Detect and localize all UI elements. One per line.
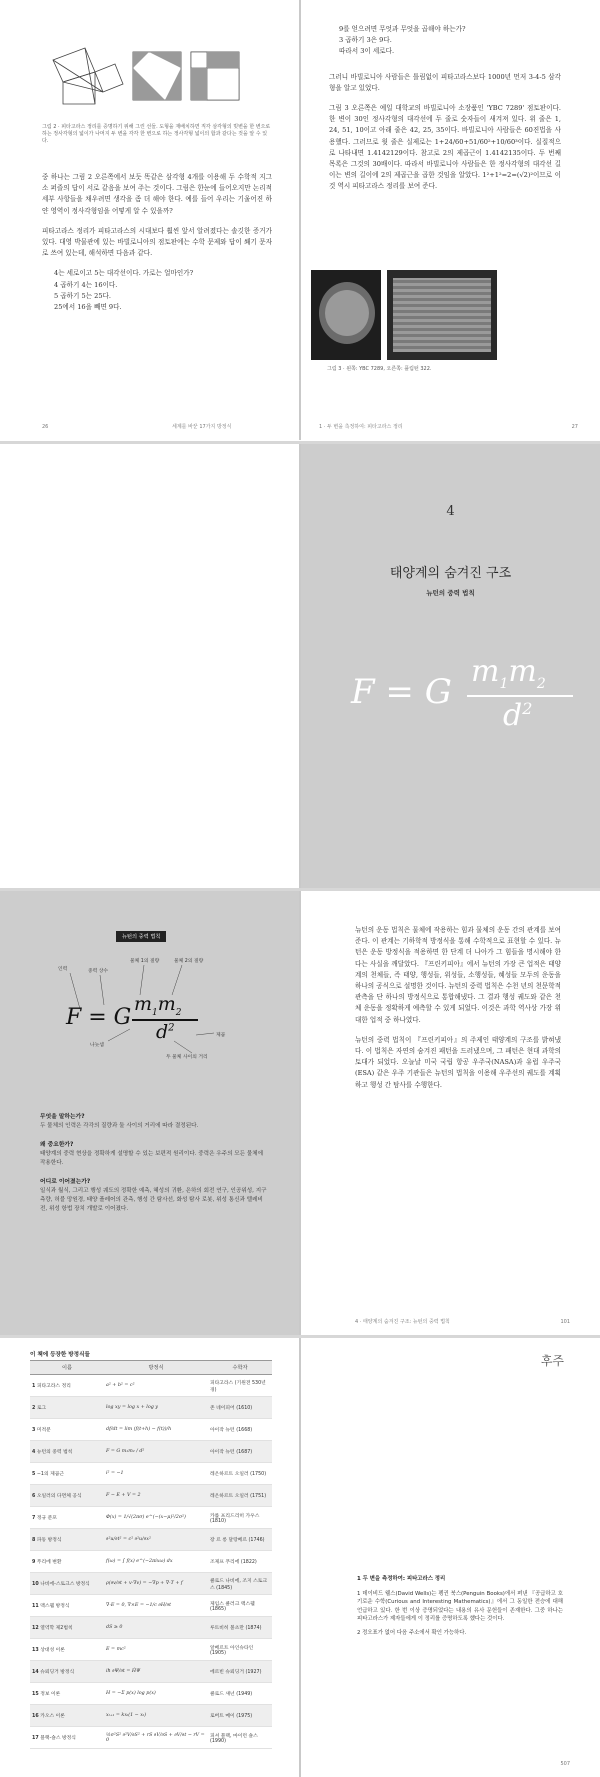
quote-line: 5 곱하기 5는 25다. [54, 291, 112, 300]
label-mass-2: 물체 2의 질량 [174, 959, 204, 964]
folio-number: 26 [42, 424, 49, 430]
endnotes-heading: 후주 [540, 1354, 564, 1368]
table-row [30, 1441, 272, 1463]
running-head: 1 · 두 변을 측정하여: 피타고라스 정리 [319, 424, 403, 430]
page-26-body [42, 172, 272, 313]
spread-1 [0, 0, 600, 440]
fraction-bar [467, 695, 573, 697]
chapter-number: 4 [446, 504, 455, 519]
table-row [30, 1661, 272, 1683]
equation-numerator [134, 993, 182, 1018]
question-what: 무엇을 말하는가? [40, 1114, 85, 1120]
distance-exponent: 2 [522, 699, 533, 718]
row-mathematician: 알베르트 아인슈타인 (1905) [208, 1639, 272, 1661]
row-equation: E = mc² [104, 1639, 208, 1661]
mass-2-subscript: 2 [175, 1007, 182, 1018]
mass-1-subscript: 1 [152, 1007, 158, 1018]
spread-3 [0, 891, 600, 1335]
label-square: 제곱 [216, 1033, 226, 1038]
equation-lhs: F = G [351, 672, 452, 712]
row-name: 14 슈뢰딩거 방정식 [30, 1661, 104, 1683]
endnote: 2 정오표가 없어 다음 주소에서 확인 가능하다. [357, 1629, 467, 1636]
row-name: 6 오일러의 다면체 공식 [30, 1485, 104, 1507]
paragraph: 뉴턴의 운동 법칙은 물체에 작용하는 힘과 물체의 운동 간의 관계를 보여 준다. 이 관계는 기하학적 방정식을 통해 수학적으로 표현할 수 있다. 뉴턴은 운동 방정식을 적용하면 한 단계 더 나아가 그 힘들을 명시해야 한다는 사실을 깨달았다. 『프린키피아』에서 뉴턴의 가장 큰 업적은 태양계의 천체들, 즉 태양, 행성들, 위성들, 소행성들, 혜성들 모두의 운동을 하나의 공식으로 설명한 것이다. 뉴턴의 중력 법칙은 수천 년의 천문학적 관측을 단 하나의 방정식으로 통합해냈다. 그 결과 행성 궤도와 같은 천체 운동을 정확하게 예측할 수 있게 되었다. 이것은 과학 역사상 가장 위대한 업적 중 하나였다. [355, 926, 561, 1024]
table-row [30, 1463, 272, 1485]
endnotes-section-title: 1 두 변을 측정하여: 피타고라스 정리 [357, 1576, 446, 1582]
table-title: 이 책에 등장한 방정식들 [30, 1352, 90, 1358]
quote-line: 9를 얻으려면 무엇과 무엇을 곱해야 하는가? [339, 25, 466, 33]
quote-line: 따라서 3이 세로다. [339, 47, 395, 56]
row-equation: ∇·E = 0, ∇×E = −1/c ∂H/∂t [104, 1595, 208, 1617]
mass-2: m [508, 654, 537, 689]
row-name: 13 상대성 이론 [30, 1639, 104, 1661]
row-mathematician: 카를 프리드리히 가우스 (1810) [208, 1507, 272, 1529]
row-mathematician: 레온하르트 오일러 (1751) [208, 1485, 272, 1507]
row-name: 7 정규 분포 [30, 1507, 104, 1529]
paragraph: 피타고라스 정리가 피타고라스의 시대보다 훨씬 앞서 알려졌다는 솔깃한 증거가 있다. 대영 박물관에 있는 바빌로니아의 점토판에는 수학 문제와 답이 쐐기 문자로 쓰여 있는데, 해석하면 다음과 같다. [42, 226, 272, 258]
table-row [30, 1485, 272, 1507]
row-equation: F − E + V = 2 [104, 1485, 208, 1507]
plimpton-322-photo [387, 270, 497, 360]
table-row [30, 1551, 272, 1573]
equation-badge: 뉴턴의 중력 법칙 [116, 931, 166, 942]
row-mathematician: 아이작 뉴턴 (1687) [208, 1441, 272, 1463]
equations-table-page [0, 1338, 299, 1777]
row-equation: i² = −1 [104, 1463, 208, 1485]
page-27-body [329, 24, 561, 202]
table-header-row [30, 1361, 272, 1375]
quote-line: 25에서 16을 빼면 9다. [54, 303, 122, 312]
page-27 [301, 0, 600, 440]
spread-2 [0, 444, 600, 888]
mass-2: m [157, 993, 176, 1015]
quote-line: 3 곱하기 3은 9다. [339, 36, 392, 45]
row-equation: ρ(∂v/∂t + v·∇v) = −∇p + ∇·T + f [104, 1573, 208, 1595]
table-row [30, 1705, 272, 1727]
page-101 [301, 891, 600, 1335]
page-101-body [355, 925, 561, 1100]
row-name: 9 푸리에 변환 [30, 1551, 104, 1573]
distance-exponent: 2 [168, 1022, 175, 1034]
row-equation: F = G m₁m₂ / d² [104, 1441, 208, 1463]
running-head: 세계를 바꾼 17가지 방정식 [172, 424, 232, 430]
paragraph: 중 하나는 그림 2 오른쪽에서 보듯 똑같은 삼각형 4개를 이용해 두 수학적 지그소 퍼즐의 답이 서로 같음을 보여 주는 것이다. 그림은 한눈에 들어오지만 논리적 세부 사항들을 채우려면 생각을 좀 더 해야 한다. 예를 들어 우리는 기울어진 하얀 영역이 정사각형임을 어떻게 알 수 있을까? [42, 173, 272, 215]
spread-4 [0, 1338, 600, 1777]
row-name: 15 정보 이론 [30, 1683, 104, 1705]
table-row [30, 1573, 272, 1595]
endnotes-list [357, 1590, 563, 1642]
row-mathematician: 존 네이피어 (1610) [208, 1397, 272, 1419]
table-row [30, 1507, 272, 1529]
row-name: 2 로그 [30, 1397, 104, 1419]
label-division: 나눗셈 [90, 1043, 104, 1048]
chapter-title: 태양계의 숨겨진 구조 [389, 566, 512, 581]
answer-what: 두 물체의 인력은 각각의 질량과 둘 사이의 거리에 따라 결정된다. [40, 1123, 199, 1129]
paragraph: 그러니 바빌로니아 사람들은 틀림없이 피타고라스보다 1000년 먼저 3-4-5 삼각형을 알고 있었다. [329, 72, 561, 92]
tablet-quote [42, 268, 272, 313]
row-name: 1 피타고라스 정리 [30, 1375, 104, 1397]
folio-number: 101 [560, 1319, 570, 1325]
figure-3-caption: 그림 3 · 왼쪽: YBC 7289, 오른쪽: 플림턴 322. [327, 366, 432, 372]
paragraph: 뉴턴의 중력 법칙이 『프린키피아』의 주제인 태양계의 구조를 밝혀냈다. 이 법칙은 자연의 숨겨진 패턴을 드러냈으며, 그 패턴은 현대 과학의 토대가 되었다. 오늘날 미국 국립 항공 우주국(NASA)과 유럽 우주국(ESA) 같은 우주 기관들은 뉴턴의 법칙을 이용해 우주선의 궤도를 계획하고 행성 간 탐사를 수행한다. [355, 1035, 561, 1089]
distance: d [503, 698, 523, 733]
row-name: 10 나비에-스토크스 방정식 [30, 1573, 104, 1595]
figure-2-caption: 그림 2 · 피타고라스 정리를 증명하기 위해 그린 선들. 도형을 재배치하면 직각 삼각형의 빗변을 한 변으로 하는 정사각형의 넓이가 나머지 두 변을 각각 한 변으로 하는 정사각형 넓이의 합과 같다는 것을 알 수 있다. [42, 124, 271, 144]
row-equation: dS ≥ 0 [104, 1617, 208, 1639]
chapter-blank-page [0, 444, 299, 888]
row-equation: xₜ₊₁ = kxₜ(1 − xₜ) [104, 1705, 208, 1727]
endnote: 1 데이비드 웰스(David Wells)는 펭귄 북스(Penguin Books)에서 펴낸 『공급하고 호기로운 수학(Curious and Interesting Mathematics)』에서 그 동일한 전승에 대해 언급하고 있다. 한 번 이상 증명되었다는 내용의 유사 문헌들이 존재한다. 그중 하나는 피타고라스가 제자들에게 이 정리를 증명하도록 했다는 것이다. [357, 1591, 563, 1623]
table-row [30, 1639, 272, 1661]
row-equation: ½σ²S² ∂²V/∂S² + rS ∂V/∂S + ∂V/∂t − rV = 0 [104, 1727, 208, 1749]
pythagoras-figure [43, 42, 243, 112]
label-mass-1: 물체 1의 질량 [130, 959, 160, 964]
row-mathematician: 클로드 나비에, 조지 스토크스 (1845) [208, 1573, 272, 1595]
table-row [30, 1419, 272, 1441]
row-mathematician: 장 르 롱 달랑베르 (1746) [208, 1529, 272, 1551]
quote-line: 4는 세로이고 5는 대각선이다. 가로는 얼마인가? [54, 269, 194, 278]
equation-lhs: F = G [66, 1005, 132, 1030]
question-where: 어디로 이어졌는가? [40, 1179, 91, 1185]
equation-denominator [156, 1021, 175, 1043]
table-row [30, 1617, 272, 1639]
column-header-mathematician: 수학자 [208, 1361, 272, 1375]
row-mathematician: 조제프 푸리에 (1822) [208, 1551, 272, 1573]
row-equation: df/dt = lim (f(t+h) − f(t))/h [104, 1419, 208, 1441]
row-name: 16 카오스 이론 [30, 1705, 104, 1727]
quote-line: 4 곱하기 4는 16이다. [54, 280, 118, 289]
row-name: 11 맥스웰 방정식 [30, 1595, 104, 1617]
mass-1-subscript: 1 [499, 676, 509, 692]
row-equation: iħ ∂Ψ/∂t = ĤΨ [104, 1661, 208, 1683]
table-row [30, 1375, 272, 1397]
row-equation: f(ω) = ∫ f(x) e^(−2πixω) dx [104, 1551, 208, 1573]
row-mathematician: 클로드 섀넌 (1949) [208, 1683, 272, 1705]
row-mathematician: 피셔 블랙, 마이런 숄스 (1990) [208, 1727, 272, 1749]
folio-number: 27 [571, 424, 578, 430]
ybc-7289-photo [311, 270, 381, 360]
row-mathematician: 제임스 클러크 맥스웰 (1865) [208, 1595, 272, 1617]
table-row [30, 1595, 272, 1617]
row-name: 17 블랙-숄스 방정식 [30, 1727, 104, 1749]
answer-why: 태양계의 중력 현상을 정확하게 설명할 수 있는 보편적 원리이다. 중력은 우주의 모든 물체에 작용한다. [40, 1151, 264, 1166]
endnotes-page [301, 1338, 600, 1777]
label-force: 인력 [58, 967, 68, 972]
row-equation: ∂²u/∂t² = c² ∂²u/∂x² [104, 1529, 208, 1551]
equation-qa [40, 1103, 268, 1214]
row-name: 12 열역학 제2법칙 [30, 1617, 104, 1639]
annotated-equation [36, 953, 266, 1073]
column-header-equation: 방정식 [104, 1361, 208, 1375]
row-mathematician: 아이작 뉴턴 (1668) [208, 1419, 272, 1441]
row-equation: log xy = log x + log y [104, 1397, 208, 1419]
chapter-subtitle: 뉴턴의 중력 법칙 [426, 589, 475, 597]
label-distance: 두 물체 사이의 거리 [166, 1055, 208, 1060]
row-equation: a² + b² = c² [104, 1375, 208, 1397]
chapter-opener-page [301, 444, 600, 888]
row-name: 3 미적분 [30, 1419, 104, 1441]
mass-1: m [134, 993, 153, 1015]
gravity-equation-small [66, 993, 216, 1053]
gravity-equation-large [351, 654, 591, 754]
paragraph: 그림 3 오른쪽은 예일 대학교의 바빌로니아 소장품인 'YBC 7289' 점토판이다. 한 변이 30인 정사각형의 대각선에 두 줄로 숫자들이 새겨져 있다. 위 줄은 1, 24, 51, 10이고 아래 줄은 42, 25, 35이다. 바빌로니아 사람들은 60진법을 사용했다. 그러므로 윗 줄은 실제로는 1+24/60+51/60²+10/60³이다. 실질적으로 나타내면 1.4142129이다. 참고로 2의 제곱근이 1.4142135이다. 두 번째 목록은 그것의 30배이다. 따라서 바빌로니아 사람들은 한 정사각형의 대각선 길이는 변의 길이에 2의 제곱근을 곱한 것임을 알았다. 1²+1²=2=(√2)²이므로 이것 역시 피타고라스 정리를 보여 준다. [329, 104, 561, 191]
row-name: 5 −1의 제곱근 [30, 1463, 104, 1485]
equation-numerator [471, 654, 546, 692]
equation-summary-page [0, 891, 299, 1335]
page-26 [0, 0, 299, 440]
row-equation: Φ(x) = 1/√(2πσ) e^(−(x−μ)²/2σ²) [104, 1507, 208, 1529]
row-name: 8 파동 방정식 [30, 1529, 104, 1551]
table-row [30, 1727, 272, 1749]
folio-number: 507 [560, 1761, 570, 1767]
distance: d [156, 1021, 169, 1043]
row-mathematician: 루트비히 볼츠만 (1874) [208, 1617, 272, 1639]
table-row [30, 1683, 272, 1705]
running-head: 4 · 태양계의 숨겨진 구조: 뉴턴의 중력 법칙 [355, 1319, 450, 1325]
column-header-name: 이름 [30, 1361, 104, 1375]
equation-denominator [503, 698, 532, 733]
table-row [30, 1529, 272, 1551]
mass-1: m [471, 654, 500, 689]
mass-2-subscript: 2 [536, 676, 546, 692]
answer-where: 일식과 월식, 그리고 행성 궤도의 정확한 예측, 혜성의 귀환, 은하의 회전 연구, 인공위성, 지구 측량, 허블 망원경, 태양 플레어의 관측, 행성 간 탐사선, 화성 탐사 로봇, 위성 통신과 텔레비전, 위성 항법 장치 개발로 이어졌다. [40, 1188, 267, 1212]
question-why: 왜 중요한가? [40, 1142, 74, 1148]
row-mathematician: 레온하르트 오일러 (1750) [208, 1463, 272, 1485]
row-name: 4 뉴턴의 중력 법칙 [30, 1441, 104, 1463]
equations-table [30, 1360, 272, 1749]
table-row [30, 1397, 272, 1419]
row-mathematician: 피타고라스 (기원전 530년경) [208, 1375, 272, 1397]
label-gravitational-constant: 중력 상수 [88, 969, 109, 974]
row-mathematician: 로버트 메이 (1975) [208, 1705, 272, 1727]
row-equation: H = −Σ p(x) log p(x) [104, 1683, 208, 1705]
row-mathematician: 에르빈 슈뢰딩거 (1927) [208, 1661, 272, 1683]
